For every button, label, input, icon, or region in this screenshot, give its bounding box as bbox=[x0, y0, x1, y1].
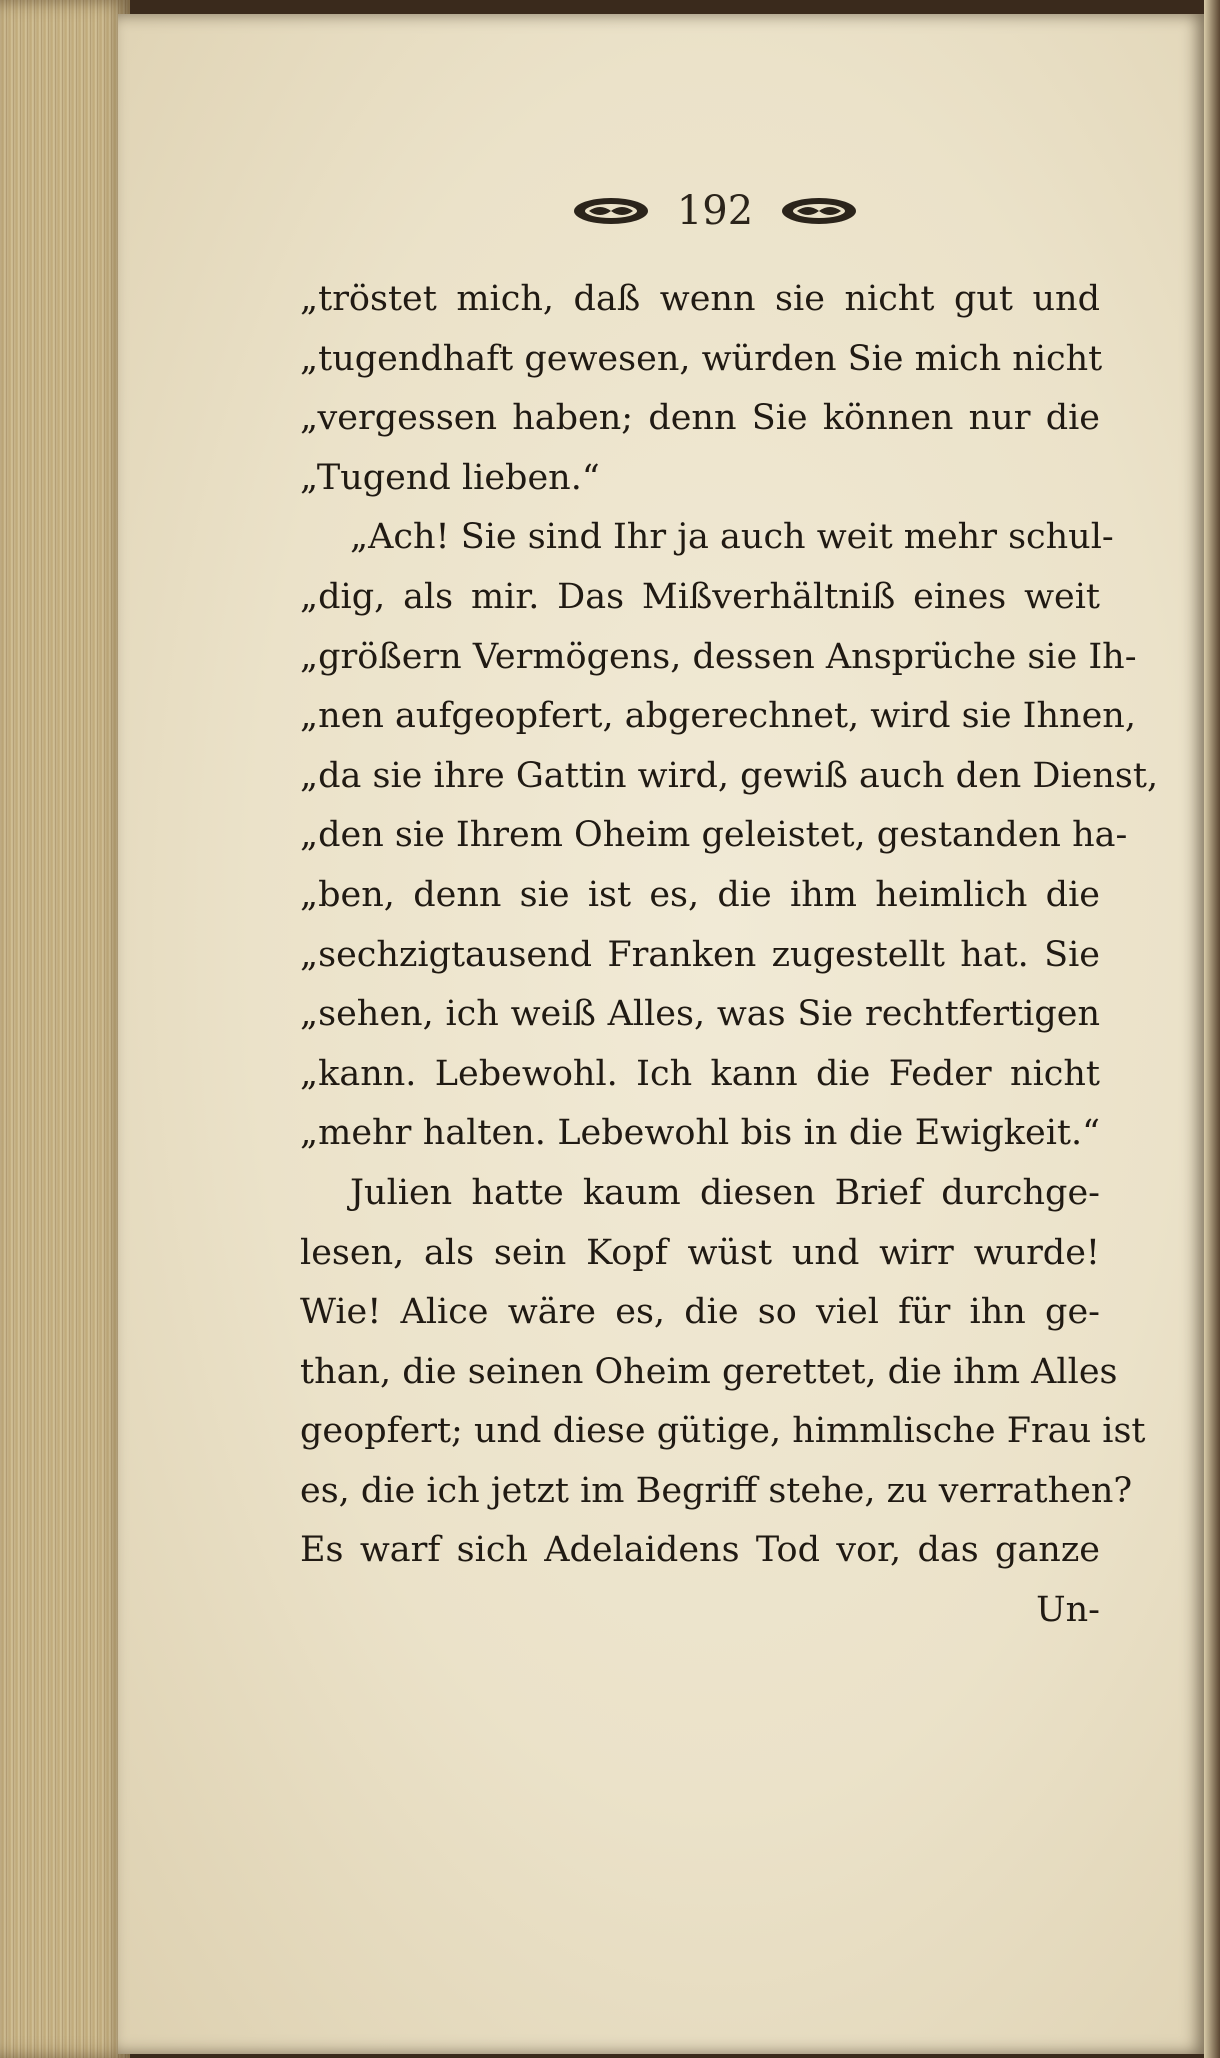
text-line: „sechzigtausend Franken zugestellt hat. Sie bbox=[300, 934, 1100, 975]
text-line: „da sie ihre Gattin wird, gewiß auch den Dienst, bbox=[300, 755, 1159, 796]
text-line: „dig, als mir. Das Mißverhältniß eines weit bbox=[300, 576, 1100, 617]
book-page-edges bbox=[0, 0, 130, 2058]
text-line: „nen aufgeopfert, abgerechnet, wird sie Ihnen, bbox=[300, 696, 1136, 737]
text-line: „vergessen haben; denn Sie können nur die bbox=[300, 398, 1100, 439]
text-line: „Tugend lieben.“ bbox=[300, 457, 600, 498]
text-line: Julien hatte kaum diesen Brief durchge- bbox=[350, 1172, 1100, 1213]
text-line: „tugendhaft gewesen, würden Sie mich nicht bbox=[300, 338, 1103, 379]
text-line: „sehen, ich weiß Alles, was Sie rechtfertigen bbox=[300, 994, 1100, 1035]
catchword: Un- bbox=[1036, 1590, 1100, 1631]
text-line: Es warf sich Adelaidens Tod vor, das ganze bbox=[300, 1530, 1100, 1571]
text-line: „ben, denn sie ist es, die ihm heimlich die bbox=[300, 874, 1100, 915]
text-line: geopfert; und diese gütige, himmlische Frau ist bbox=[300, 1411, 1146, 1452]
page-header bbox=[555, 176, 875, 246]
text-line: „kann. Lebewohl. Ich kann die Feder nicht bbox=[300, 1053, 1100, 1094]
text-line: Wie! Alice wäre es, die so viel für ihn ge- bbox=[300, 1292, 1100, 1333]
left-ornament-icon bbox=[571, 194, 651, 228]
text-line: „Ach! Sie sind Ihr ja auch weit mehr schul- bbox=[350, 517, 1114, 558]
book-right-edge bbox=[1204, 0, 1220, 2058]
text-line: „größern Vermögens, dessen Ansprüche sie Ih- bbox=[300, 636, 1137, 677]
text-line: lesen, als sein Kopf wüst und wirr wurde! bbox=[300, 1232, 1100, 1273]
text-line: than, die seinen Oheim gerettet, die ihm Alles bbox=[300, 1351, 1118, 1392]
text-line: es, die ich jetzt im Begriff stehe, zu verrathen? bbox=[300, 1470, 1133, 1511]
text-line: „mehr halten. Lebewohl bis in die Ewigkeit.“ bbox=[300, 1113, 1100, 1154]
body-text bbox=[300, 270, 1159, 1641]
text-line: „tröstet mich, daß wenn sie nicht gut und bbox=[300, 279, 1100, 319]
page-number: 192 bbox=[676, 188, 754, 234]
right-ornament-icon bbox=[779, 194, 859, 228]
text-line: „den sie Ihrem Oheim geleistet, gestanden ha- bbox=[300, 815, 1128, 856]
